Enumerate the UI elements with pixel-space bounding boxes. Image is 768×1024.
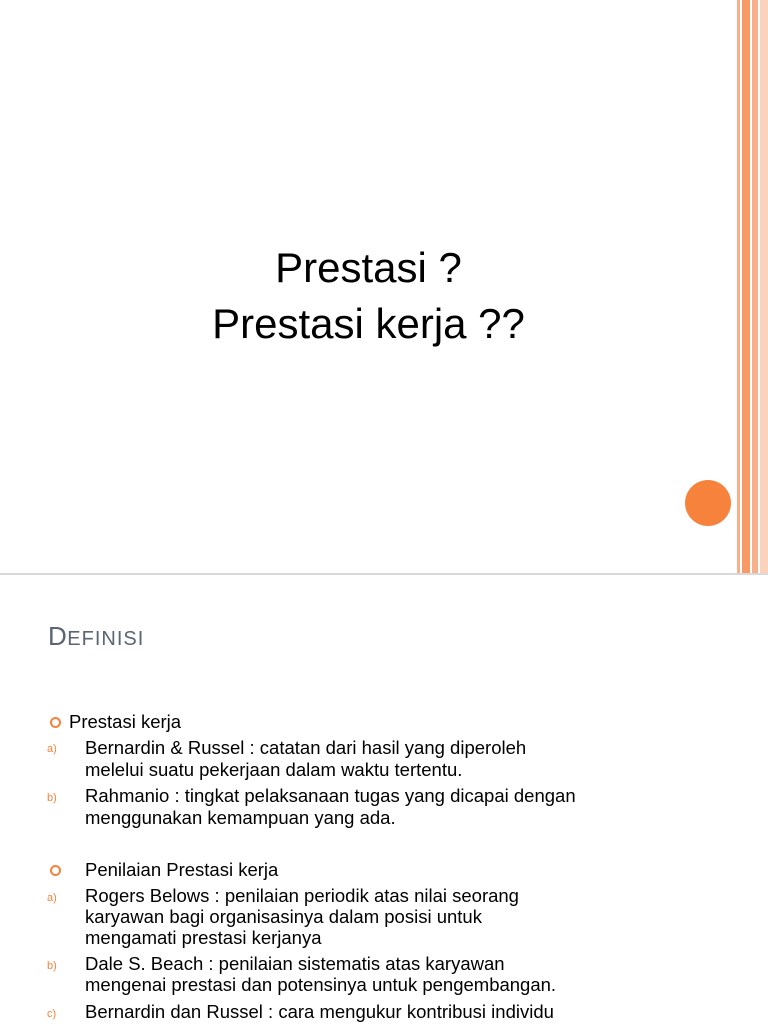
decor-circle: [685, 480, 731, 526]
title-line-2: Prestasi kerja ??: [212, 300, 525, 347]
list-marker: b): [47, 792, 57, 804]
heading-initial: D: [48, 621, 68, 651]
list-item: melelui suatu pekerjaan dalam waktu tertentu.: [85, 759, 463, 780]
list-item: mengamati prestasi kerjanya: [85, 927, 322, 948]
decor-stripe: [742, 0, 750, 575]
circle-bullet-icon: [50, 717, 61, 728]
title-line-1: Prestasi ?: [275, 244, 462, 291]
list-item: Rogers Belows : penilaian periodik atas nilai seorang: [85, 885, 519, 906]
list-marker: a): [47, 743, 57, 755]
slide-2: [0, 575, 768, 1024]
list-marker: a): [47, 892, 57, 904]
list-item: karyawan bagi organisasinya dalam posisi untuk: [85, 906, 482, 927]
heading-rest: EFINISI: [67, 628, 145, 650]
list-item: Bernardin dan Russel : cara mengukur kontribusi individu: [85, 1001, 554, 1022]
list-item: Rahmanio : tingkat pelaksanaan tugas yang dicapai dengan: [85, 785, 576, 806]
decor-stripe: [760, 0, 768, 575]
list-marker: c): [47, 1008, 57, 1020]
slide-title: [0, 240, 737, 352]
list-label: Prestasi kerja: [69, 711, 182, 732]
section-heading: [48, 621, 144, 652]
decor-stripe: [752, 0, 758, 575]
decor-stripe: [737, 0, 740, 575]
circle-bullet-icon: [50, 865, 61, 876]
list-label: Penilaian Prestasi kerja: [85, 859, 279, 880]
list-item: Bernardin & Russel : catatan dari hasil yang diperoleh: [85, 737, 527, 758]
list-item: menggunakan kemampuan yang ada.: [85, 807, 396, 828]
list-item: mengenai prestasi dan potensinya untuk pengembangan.: [85, 974, 557, 995]
list-marker: b): [47, 960, 57, 972]
list-item: Dale S. Beach : penilaian sistematis atas karyawan: [85, 953, 505, 974]
